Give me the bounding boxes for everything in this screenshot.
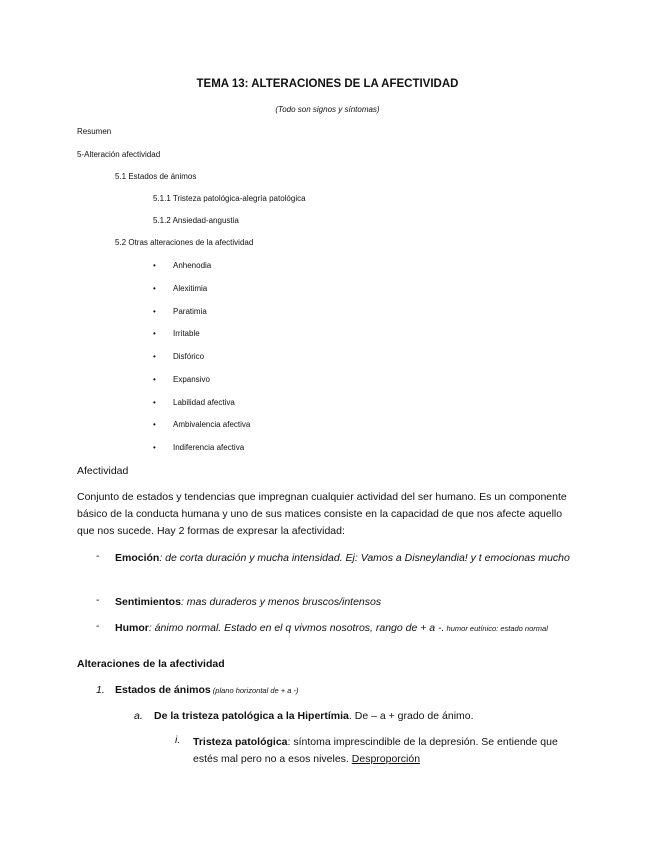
estados-animo-item (115, 684, 298, 696)
tristeza-patologica-item (193, 734, 573, 768)
list-item: Anhenodia (173, 261, 212, 270)
bullet-icon: • (153, 261, 156, 270)
dash-marker: - (96, 594, 100, 606)
tristeza-hipertimia-text: . De – a + grado de ánimo. (348, 710, 474, 722)
bullet-icon: • (153, 443, 156, 452)
tristeza-hipertimia-item (154, 710, 474, 722)
page-subtitle: (Todo son signos y síntomas) (275, 105, 380, 114)
humor-description: : ánimo normal. Estado en el q vivmos nosotros, rango de + a -. (148, 622, 445, 634)
list-item: Paratimia (173, 307, 207, 316)
afectividad-heading: Afectividad (77, 465, 129, 477)
dash-marker: - (96, 620, 100, 632)
summary-section-5-1-2: 5.1.2 Ansiedad-angustia (153, 216, 239, 225)
desproporcion-text: Desproporción (351, 753, 421, 765)
summary-section-5-1: 5.1 Estados de ánimos (115, 172, 197, 181)
tristeza-hipertimia-title: De la tristeza patológica a la Hipertímia (154, 710, 349, 722)
humor-item (115, 620, 575, 637)
estados-animo-note: (plano horizontal de + a -) (210, 686, 299, 695)
letter-marker-a: a. (134, 710, 143, 722)
emocion-item (115, 550, 575, 567)
bullet-icon: • (153, 420, 156, 429)
bullet-icon: • (153, 375, 156, 384)
list-item: Ambivalencia afectiva (173, 420, 251, 429)
bullet-icon: • (153, 398, 156, 407)
sentimientos-term: Sentimientos (115, 596, 181, 608)
summary-section-5-2: 5.2 Otras alteraciones de la afectividad (115, 238, 254, 247)
afectividad-paragraph: Conjunto de estados y tendencias que impregnan cualquier actividad del ser humano. Es un componente básico de la conducta humana y uno de sus matices consiste en la capacidad de que nos afecte aquello que nos sucede. Hay 2 formas de expresar la afectividad: (77, 491, 567, 537)
emocion-description: : de corta duración y mucha intensidad. Ej: Vamos a Disneylandia! y t emocionas mucho (159, 552, 570, 564)
list-item: Alexitimia (173, 284, 208, 293)
numbered-marker-1: 1. (96, 684, 105, 696)
list-item: Irritable (173, 329, 200, 338)
bullet-icon: • (153, 329, 156, 338)
dash-marker: - (96, 550, 100, 562)
alteraciones-heading: Alteraciones de la afectividad (77, 658, 225, 670)
tristeza-patologica-title: Tristeza patológica (193, 736, 288, 748)
summary-section-5-1-1: 5.1.1 Tristeza patológica-alegría patológica (153, 194, 306, 203)
summary-heading: Resumen (77, 127, 112, 136)
emocion-term: Emoción (115, 552, 160, 564)
list-item: Expansivo (173, 375, 210, 384)
humor-note: humor eutínico: estado normal (444, 624, 548, 633)
bullet-icon: • (153, 284, 156, 293)
roman-marker-i: i. (175, 734, 181, 746)
list-item: Disfórico (173, 352, 205, 361)
estados-animo-title: Estados de ánimos (115, 684, 211, 696)
tristeza-patologica-text: : síntoma imprescindible de la depresión. Se entiende que estés mal pero no a esos niveles. (193, 736, 558, 765)
list-item: Indiferencia afectiva (173, 443, 245, 452)
bullet-icon: • (153, 352, 156, 361)
bullet-icon: • (153, 307, 156, 316)
page-title: TEMA 13: ALTERACIONES DE LA AFECTIVIDAD (196, 78, 459, 90)
summary-section-5: 5-Alteración afectividad (77, 150, 161, 159)
humor-term: Humor (115, 622, 149, 634)
sentimientos-description: : mas duraderos y menos bruscos/intensos (180, 596, 382, 608)
list-item: Labilidad afectiva (173, 398, 235, 407)
sentimientos-item (115, 594, 575, 611)
